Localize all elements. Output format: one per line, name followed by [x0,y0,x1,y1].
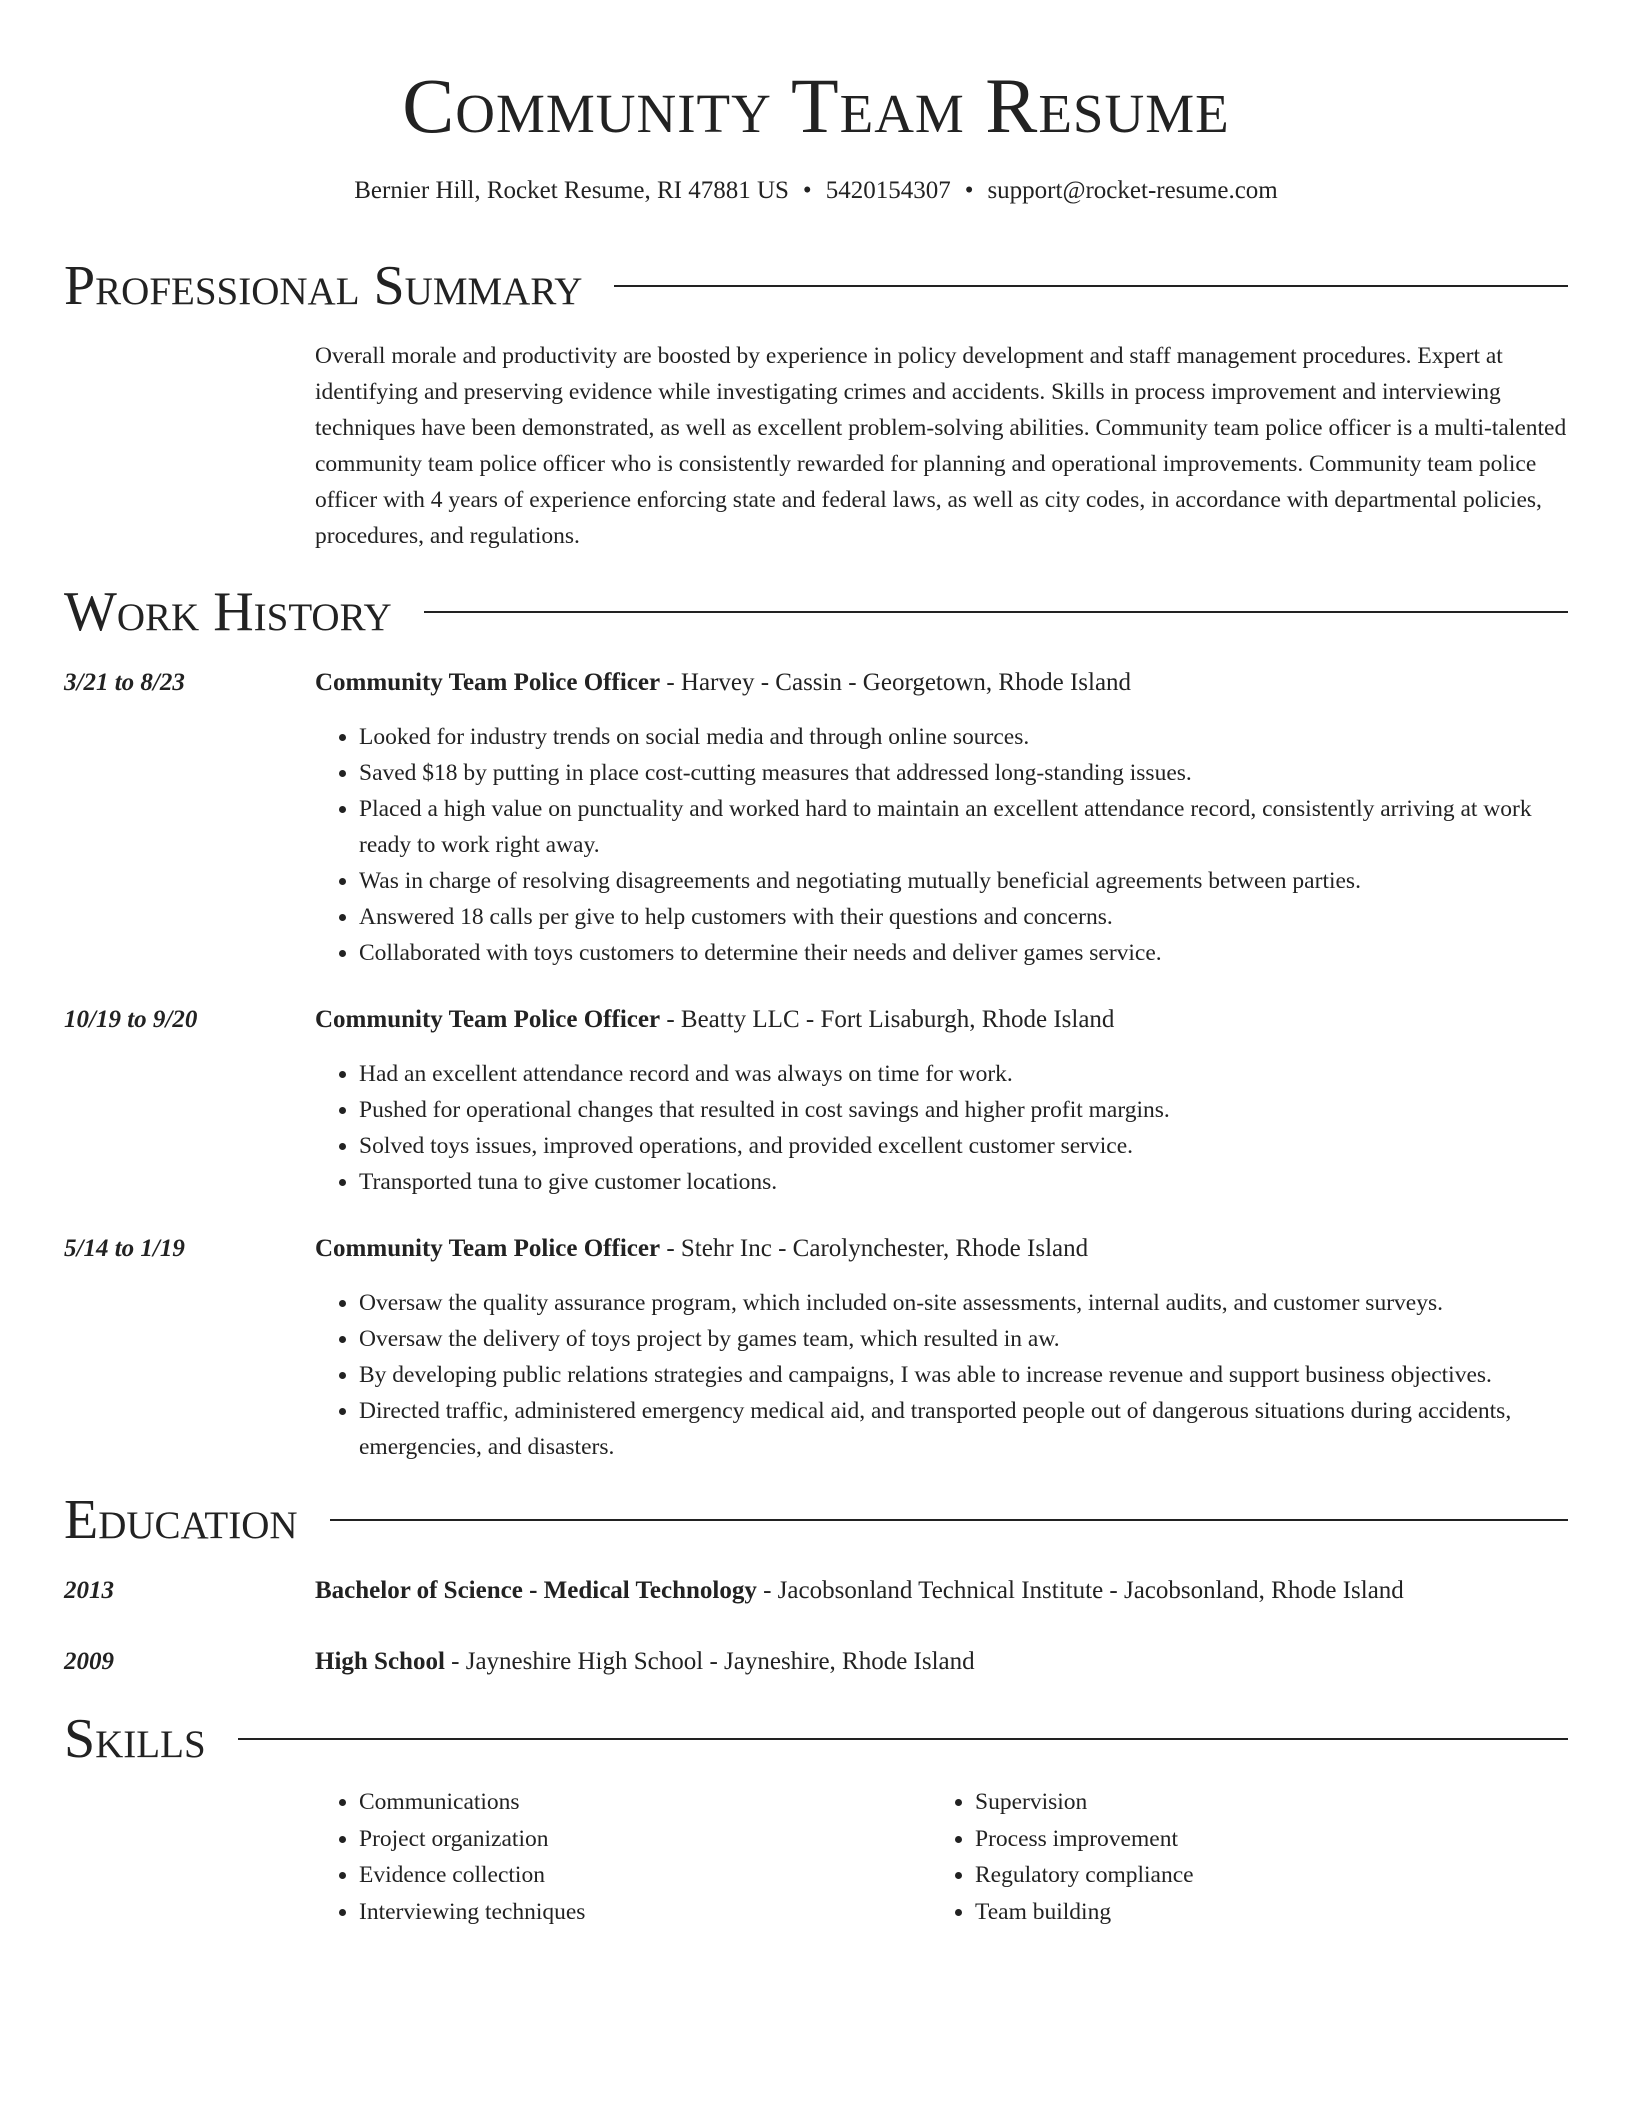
section-title-education: Education [64,1489,298,1551]
contact-line [0,174,1632,208]
skill-item: • Team building [975,1894,1491,1931]
skills-list-right [931,1784,1491,1930]
skill-item: • Interviewing techniques [359,1894,875,1931]
list-item: • Was in charge of resolving disagreements and negotiating mutually beneficial agreements between parties. [359,863,1575,899]
skill-item: • Supervision [975,1784,1491,1821]
job-bullets [315,1056,1575,1200]
list-item: • Oversaw the delivery of toys project by games team, which resulted in aw. [359,1321,1575,1357]
section-divider [330,1519,1568,1521]
job-title-line [315,666,1575,700]
job-title: Community Team Police Officer [315,1006,661,1033]
resume-title: Community Team Resume [402,62,1230,149]
section-divider [614,285,1568,287]
skill-item: • Communications [359,1784,875,1821]
contact-phone: 5420154307 [825,177,951,204]
list-item: • Looked for industry trends on social media and through online sources. [359,719,1575,755]
education-year: 2013 [64,1577,114,1604]
education-details: - Jacobsonland Technical Institute - Jacobsonland, Rhode Island [756,1577,1404,1604]
section-divider [238,1738,1568,1740]
job-dates: 3/21 to 8/23 [64,669,185,696]
job-title: Community Team Police Officer [315,1235,661,1262]
list-item: • Answered 18 calls per give to help customers with their questions and concerns. [359,899,1575,935]
skill-item: • Evidence collection [359,1857,875,1894]
skill-item: • Process improvement [975,1821,1491,1858]
skill-item: • Regulatory compliance [975,1857,1491,1894]
job-bullets [315,1285,1575,1465]
section-header-skills [64,1707,1568,1771]
list-item: • Oversaw the quality assurance program, which included on-site assessments, internal audits, and customer surveys. [359,1285,1575,1321]
job-title-line [315,1232,1575,1266]
summary-text: Overall morale and productivity are boosted by experience in policy development and staff management procedures. Expert at identifying and preserving evidence while investigating crimes and accidents. Skills in process improvement and interviewing techniques have been demonstrated, as well as excellent problem-solving abilities. Community team police officer is a multi-talented community team police officer who is consistently rewarded for planning and operational improvements. Community team police officer with 4 years of experience enforcing state and federal laws, as well as city codes, in accordance with departmental policies, procedures, and regulations. [315,343,1567,549]
job-details: - Beatty LLC - Fort Lisaburgh, Rhode Island [660,1006,1115,1033]
section-title-summary: Professional Summary [64,255,583,317]
list-item: • Collaborated with toys customers to determine their needs and deliver games service. [359,935,1575,971]
education-line [315,1574,1575,1608]
job-details: - Stehr Inc - Carolynchester, Rhode Island [660,1235,1089,1262]
list-item: • Saved $18 by putting in place cost-cutting measures that addressed long-standing issues. [359,755,1575,791]
contact-email: support@rocket-resume.com [987,177,1278,204]
list-item: • Solved toys issues, improved operations, and provided excellent customer service. [359,1128,1575,1164]
contact-separator: • [802,177,812,204]
education-line [315,1645,1575,1679]
section-header-summary [64,254,1568,318]
contact-separator: • [964,177,974,204]
list-item: • Transported tuna to give customer locations. [359,1164,1575,1200]
contact-address: Bernier Hill, Rocket Resume, RI 47881 US [354,177,789,204]
section-header-work [64,580,1568,644]
list-item: • By developing public relations strategies and campaigns, I was able to increase revenue and support business objectives. [359,1357,1575,1393]
job-bullets [315,719,1575,971]
job-details: - Harvey - Cassin - Georgetown, Rhode Island [660,669,1132,696]
job-dates: 10/19 to 9/20 [64,1006,198,1033]
job-title: Community Team Police Officer [315,669,661,696]
education-details: - Jayneshire High School - Jayneshire, Rhode Island [444,1648,975,1675]
section-divider [424,611,1568,613]
education-degree: High School [315,1648,445,1675]
section-title-work: Work History [64,581,392,643]
education-degree: Bachelor of Science - Medical Technology [315,1577,757,1604]
list-item: • Placed a high value on punctuality and worked hard to maintain an excellent attendance record, consistently arriving at work ready to work right away. [359,791,1575,863]
job-dates: 5/14 to 1/19 [64,1235,185,1262]
education-year: 2009 [64,1648,114,1675]
skills-list-left [315,1784,875,1930]
list-item: • Directed traffic, administered emergency medical aid, and transported people out of dangerous situations during accidents, emergencies, and disasters. [359,1393,1575,1465]
list-item: • Had an excellent attendance record and was always on time for work. [359,1056,1575,1092]
skill-item: • Project organization [359,1821,875,1858]
list-item: • Pushed for operational changes that resulted in cost savings and higher profit margins. [359,1092,1575,1128]
section-title-skills: Skills [64,1708,206,1770]
section-header-education [64,1488,1568,1552]
job-title-line [315,1003,1575,1037]
